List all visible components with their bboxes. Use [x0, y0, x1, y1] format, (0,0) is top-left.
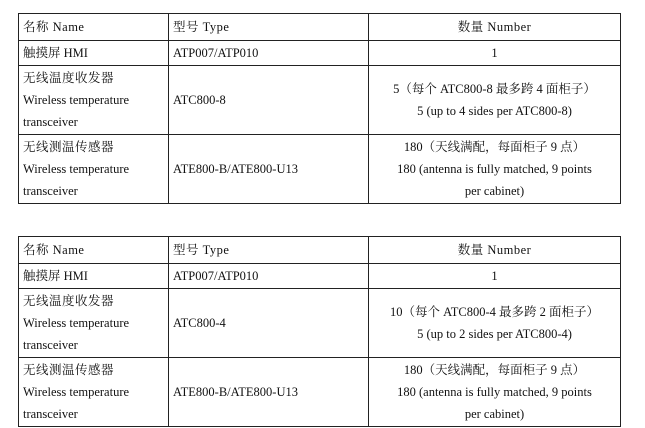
name-line: 无线测温传感器	[23, 363, 115, 377]
name-line: 触摸屏 HMI	[23, 269, 88, 283]
name-line: transceiver	[23, 338, 78, 352]
spec-table-1	[18, 13, 621, 204]
number-line: per cabinet)	[464, 407, 525, 421]
name-line: transceiver	[23, 184, 78, 198]
header-name: 名称 Name	[19, 237, 169, 264]
header-name: 名称 Name	[19, 14, 169, 41]
cell-number	[369, 41, 621, 66]
cell-type: ATE800-B/ATE800-U13	[169, 358, 369, 427]
cell-type: ATP007/ATP010	[169, 41, 369, 66]
cell-name	[19, 289, 169, 358]
cell-type: ATE800-B/ATE800-U13	[169, 135, 369, 204]
header-type: 型号 Type	[169, 14, 369, 41]
number-line: 180 (antenna is fully matched, 9 points	[397, 385, 592, 399]
number-line: 180 (antenna is fully matched, 9 points	[397, 162, 592, 176]
name-line: Wireless temperature	[23, 93, 130, 107]
name-line: 无线测温传感器	[23, 140, 115, 154]
number-line: 5 (up to 2 sides per ATC800-4)	[417, 327, 572, 341]
cell-type: ATC800-4	[169, 289, 369, 358]
number-line: 1	[491, 46, 498, 60]
number-line: 1	[491, 269, 498, 283]
table-row	[19, 358, 621, 427]
cell-number	[369, 66, 621, 135]
name-line: 触摸屏 HMI	[23, 46, 88, 60]
number-line: 180（天线满配，每面柜子 9 点）	[403, 363, 586, 377]
cell-type: ATP007/ATP010	[169, 264, 369, 289]
cell-number	[369, 264, 621, 289]
name-line: 无线温度收发器	[23, 71, 115, 85]
cell-number	[369, 289, 621, 358]
cell-name	[19, 358, 169, 427]
header-number: 数量 Number	[369, 14, 621, 41]
number-line: per cabinet)	[464, 184, 525, 198]
table-row	[19, 264, 621, 289]
cell-name	[19, 135, 169, 204]
cell-name	[19, 66, 169, 135]
name-line: 无线温度收发器	[23, 294, 115, 308]
cell-type: ATC800-8	[169, 66, 369, 135]
table-row	[19, 66, 621, 135]
number-line: 180（天线满配，每面柜子 9 点）	[403, 140, 586, 154]
name-line: transceiver	[23, 115, 78, 129]
table-row	[19, 135, 621, 204]
cell-name	[19, 41, 169, 66]
cell-number	[369, 135, 621, 204]
header-row	[19, 237, 621, 264]
number-line: 10（每个 ATC800-4 最多跨 2 面柜子）	[389, 305, 600, 319]
name-line: Wireless temperature	[23, 162, 130, 176]
number-line: 5 (up to 4 sides per ATC800-8)	[417, 104, 572, 118]
cell-name	[19, 264, 169, 289]
spec-table-2	[18, 236, 621, 427]
name-line: Wireless temperature	[23, 385, 130, 399]
header-number: 数量 Number	[369, 237, 621, 264]
header-type: 型号 Type	[169, 237, 369, 264]
name-line: transceiver	[23, 407, 78, 421]
number-line: 5（每个 ATC800-8 最多跨 4 面柜子）	[393, 82, 596, 96]
table-row	[19, 289, 621, 358]
name-line: Wireless temperature	[23, 316, 130, 330]
table-row	[19, 41, 621, 66]
header-row	[19, 14, 621, 41]
cell-number	[369, 358, 621, 427]
